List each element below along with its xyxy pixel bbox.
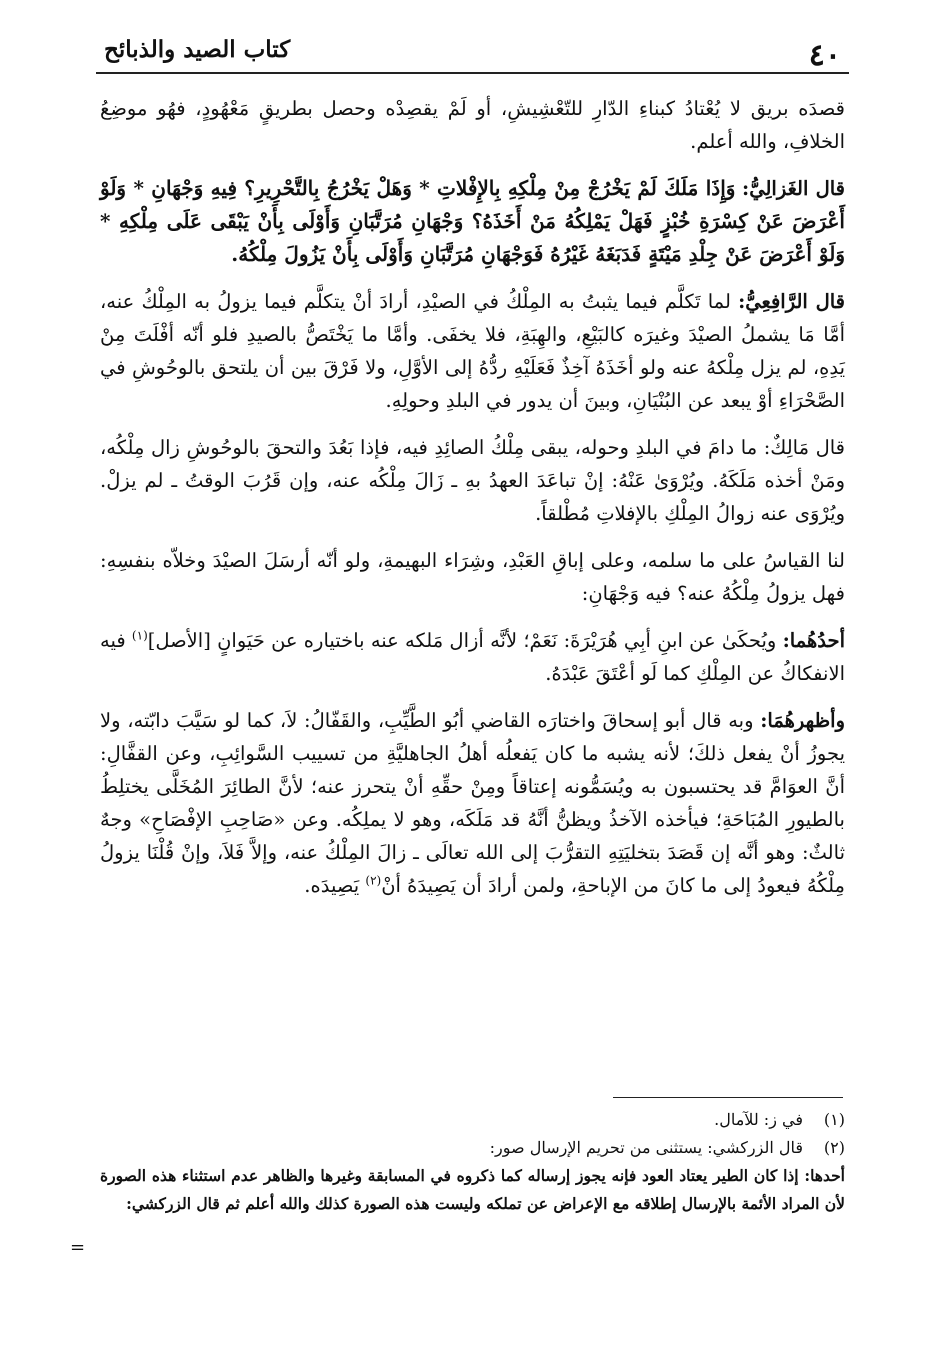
paragraph-text-cont: يَصِيدَه. — [304, 874, 366, 897]
paragraph-text: ويُحكَىٰ عن ابنِ أبِي هُرَيْرَةَ: نَعَمْ؛ لأنَّه أزال مَلكه عنه باختياره عن حَيَوانٍ [الأصل] — [147, 629, 777, 652]
page-number: ٤٠ — [808, 38, 841, 73]
paragraph-matn — [100, 172, 845, 271]
paragraph-text-cont: فيه الانفكاكُ عن المِلْكِ كما لَو أعْتَقَ عَبْدَهُ. — [100, 629, 845, 685]
footnote-ref: (٢) — [365, 873, 382, 888]
paragraph — [100, 92, 845, 158]
footnote-ref: (١) — [131, 628, 148, 643]
header-rule — [96, 72, 849, 74]
paragraph-lead: أحدُهُما: — [782, 629, 845, 652]
paragraph-text: قصدَه بريق لا يُعْتادُ كبناءِ الدّارِ للتّعْشِيشِ، أو لَمْ يقصِدْه وحصل بطريقٍ مَعْهُودٍ، فهُو موضِعُ الخلافِ، والله أعلم. — [100, 97, 845, 153]
main-text — [100, 92, 845, 916]
paragraph-lead: قال الغَزالِيُّ: — [742, 177, 845, 200]
margin-mark: = — [70, 1237, 86, 1258]
footnotes — [100, 1106, 845, 1218]
paragraph-text: لنا القياسُ على ما سلمه، وعلى إباقِ العَبْدِ، وشِرَاء البهيمةِ، ولو أنّه أرسَلَ الصيْدَ وخلاّه بنفسِهِ: فهل يزولُ مِلْكُهُ عنه؟ فيه وَجْهَانِ: — [100, 549, 845, 605]
paragraph-text: لما تَكلَّم فيما يثبتُ به المِلْكُ في الصيْدِ، أرادَ أنْ يتكلَّم فيما يزولُ به المِلْكُ عنه، أمَّا مَا يشملُ الصيْدَ وغيرَه كالبَيْعِ، والهِبَةِ، فلا يخفَى. وأمَّا ما يَخْتَصُّ بالصيدِ فلو أنّه أفْلَتَ مِنْ يَدِهِ، لم يزل مِلْكهُ عنه ولو أخَذَهُ آخِذٌ فَعَلَيْهِ ردُّهُ إلى الأوَّلِ، ولا فَرْقَ بين أن يلتحق بالوحُوشِ في الصَّحْرَاءِ أوْ يبعد عن البُنْيَانِ، وبينَ أن يدور في البلدِ وحولِهِ. — [100, 290, 845, 412]
paragraph-text: قال مَالِكٌ: ما دامَ في البلدِ وحوله، يبقى مِلْكُ الصائِدِ فيه، فإذا بَعُدَ والتحقَ بالوحُوشِ زال مِلْكُه، ومَنْ أخذه مَلَكَهُ. ويُرْوَىٰ عَنْهُ: إنْ تباعَدَ العهدُ بهِ ـ زَالَ مِلْكُه عنه، وإن قَرُبَ الوقتُ ـ لم يزلْ. ويُرْوَى عنه زوالُ المِلْكِ بالإفلاتِ مُطْلقاً. — [100, 436, 845, 525]
running-title: كتاب الصيد والذبائح — [104, 36, 291, 63]
paragraph — [100, 285, 845, 417]
footnote — [100, 1134, 845, 1162]
paragraph — [100, 544, 845, 610]
paragraph-text: وَإِذَا مَلَكَ لَمْ يَخْرُجْ مِنْ مِلْكِهِ بِالإِفْلاتِ * وَهَلْ يَخْرُجُ بِالتَّحْرِيرِ؟ فِيهِ وَجْهَانِ * وَلَوْ أَعْرَضَ عَنْ كِسْرَةِ خُبْزٍ فَهَلْ يَمْلِكُهُ مَنْ أَخَذَهُ؟ وَجْهَانِ مُرَتَّبَانِ وَأَوْلَى بِأَنْ يَبْقَى عَلَى مِلْكِهِ * وَلَوْ أَعْرَضَ عَنْ جِلْدِ مَيْتَةٍ فَدَبَغَهُ غَيْرُهُ فَوَجْهَانِ مُرَتَّبَانِ وَأَوْلَى بِأَنْ يَزُولَ مِلْكُهُ. — [100, 176, 845, 266]
paragraph-text: وبه قال أبو إسحاقَ واختارَه القاضي أبُو الطَّيِّبِ، والقَفّالُ: لاَ، كما لو سَيَّبَ دابّته، ولا يجوزُ أنْ يفعل ذلكَ؛ لأنه يشبه ما كان يَفعلُه أهلُ الجاهليَّةِ من تسييب السَّوائِبِ، وعن القفَّالِ: أنَّ العوَامَّ قد يحتسبون به ويُسَمُّونه إعتاقاً ومِنْ حقِّهِ أنْ يتحرز عنه؛ لأنَّ الطائِرَ المُخَلَّى يختلِطُ بالطيورِ المُبَاحَةِ؛ فيأخذه الآخذُ ويظنُّ أنَّهُ قد مَلَكَه، وهو لا يملِكُه. وعن «صَاحِبِ الإفْصَاحِ» وجهٌ ثالثٌ: وهو أنَّه إن قَصَدَ بتخليَتِهِ التقرُّبَ إلى الله تعالَى ـ زالَ المِلْكُ عنه، وإلاَّ فَلاَ، وإنْ قُلْنَا يزولُ مِلْكُهُ فيعودُ إلى ما كانَ من الإباحةِ، ولمن أرادَ أن يَصِيدَهُ أنْ — [100, 709, 845, 897]
footnote — [100, 1106, 845, 1134]
footnote-rule — [613, 1097, 843, 1098]
footnote-text: في ز: للآمال. — [714, 1110, 803, 1129]
paragraph — [100, 624, 845, 690]
paragraph-lead: قال الرَّافِعِيُّ: — [738, 290, 846, 313]
footnote-text: قال الزركشي: يستثنى من تحريم الإرسال صور: — [489, 1138, 803, 1157]
paragraph — [100, 431, 845, 530]
paragraph-lead: وأظهرهُمَا: — [760, 709, 845, 732]
page-header — [96, 28, 849, 72]
footnote-number: (٢) — [823, 1138, 845, 1157]
paragraph — [100, 704, 845, 902]
footnote-continuation: أحدها: إذا كان الطير يعتاد العود فإنه يجوز إرساله كما ذكروه في المسابقة وغيرها والظاهر عدم استثناء هذه الصورة لأن المراد الأئمة بالإرسال إطلاقه مع الإعراض عن تملكه وليست هذه الصورة كذلك والله أعلم ثم قال الزركشي: — [100, 1166, 845, 1213]
footnote-number: (١) — [823, 1110, 845, 1129]
